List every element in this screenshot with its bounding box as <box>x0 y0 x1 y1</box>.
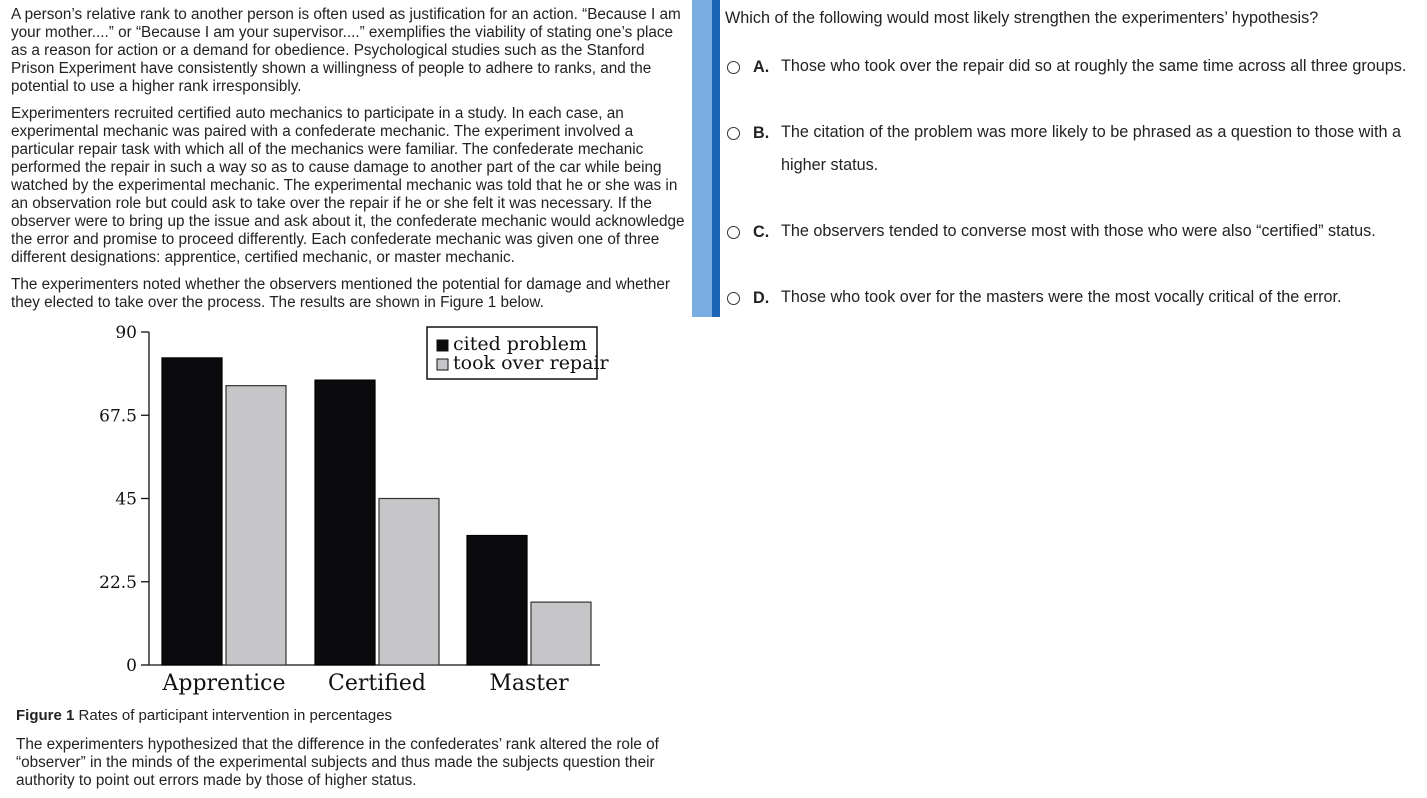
figure-caption-text: Rates of participant intervention in percentages <box>74 707 393 724</box>
divider-bar-light <box>692 0 712 317</box>
choice-d-text: Those who took over for the masters were the most vocally critical of the error. <box>781 288 1342 306</box>
radio-button-c[interactable] <box>727 226 740 239</box>
choice-b[interactable] <box>727 124 1422 182</box>
figure-caption-label: Figure 1 <box>16 707 75 724</box>
choice-c[interactable] <box>727 223 1376 248</box>
passage-paragraph-1: A person’s relative rank to another person is often used as justification for an action. “Because I am your mother....” or “Because I am your supervisor....” exemplifies the viability of stating one’s place as a reason for action or a demand for obedience. Psychological studies such as the Stanford Prison Experiment have consistently shown a willingness of people to adhere to ranks, and the potential to use a higher rank irresponsibly. <box>11 6 681 95</box>
y-tick-label: 0 <box>126 656 137 676</box>
passage-paragraph-2: Experimenters recruited certified auto mechanics to participate in a study. In each case, an experimental mechanic was paired with a confederate mechanic. The experiment involved a particular repair task with which all of the mechanics were familiar. The confederate mechanic performed the repair in such a way so as to cause damage to another part of the car while being watched by the experimental mechanic. The experimental mechanic was told that he or she was in an observation role but could ask to take over the repair if he or she felt it was necessary. If the observer were to bring up the issue and ask about it, the confederate mechanic would acknowledge the error and promise to proceed differently. Each confederate mechanic was given one of three different designations: apprentice, certified mechanic, or master mechanic. <box>11 105 685 266</box>
y-tick-label: 67.5 <box>99 406 137 427</box>
radio-button-a[interactable] <box>727 61 740 74</box>
y-tick-label: 45 <box>115 489 137 510</box>
x-category-label: Master <box>489 671 569 696</box>
divider-bar-dark <box>712 0 720 317</box>
radio-button-d[interactable] <box>727 292 740 305</box>
choice-a-letter: A. <box>753 58 770 76</box>
figure-1-chart <box>60 318 620 703</box>
choice-d-letter: D. <box>753 289 770 307</box>
bar-certified-cited-problem <box>315 380 375 665</box>
bar-apprentice-took-over-repair <box>226 386 286 665</box>
passage <box>11 6 687 321</box>
bar-master-took-over-repair <box>531 602 591 665</box>
y-tick-label: 22.5 <box>99 572 137 593</box>
legend-label: took over repair <box>453 352 609 374</box>
choice-a-text: Those who took over the repair did so at roughly the same time across all three groups. <box>781 57 1407 75</box>
legend-swatch <box>437 340 448 351</box>
y-tick-label: 90 <box>115 323 137 343</box>
choice-b-text: The citation of the problem was more likely to be phrased as a question to those with a higher status. <box>781 123 1401 174</box>
legend-swatch <box>437 359 448 370</box>
choice-d[interactable] <box>727 289 1342 314</box>
choice-c-letter: C. <box>753 223 770 241</box>
radio-button-b[interactable] <box>727 127 740 140</box>
x-category-label: Certified <box>327 671 427 696</box>
bar-apprentice-cited-problem <box>162 358 222 665</box>
hypothesis-text: The experimenters hypothesized that the difference in the confederates’ rank altered the role of “observer” in the minds of the experimental subjects and thus made the subjects question their authority to point out errors made by those of higher status. <box>16 736 659 789</box>
question-stem: Which of the following would most likely strengthen the experimenters’ hypothesis? <box>725 9 1319 27</box>
legend-label: cited problem <box>453 333 587 355</box>
choice-a[interactable] <box>727 58 1406 83</box>
choice-b-letter: B. <box>753 124 770 142</box>
choice-c-text: The observers tended to converse most with those who were also “certified” status. <box>781 222 1376 240</box>
passage-paragraph-3: The experimenters noted whether the observers mentioned the potential for damage and whether they elected to take over the process. The results are shown in Figure 1 below. <box>11 276 671 311</box>
bar-certified-took-over-repair <box>379 499 439 666</box>
figure-caption <box>16 707 392 724</box>
bar-master-cited-problem <box>467 536 527 666</box>
bar-chart <box>60 318 620 703</box>
x-category-label: Apprentice <box>162 671 286 696</box>
